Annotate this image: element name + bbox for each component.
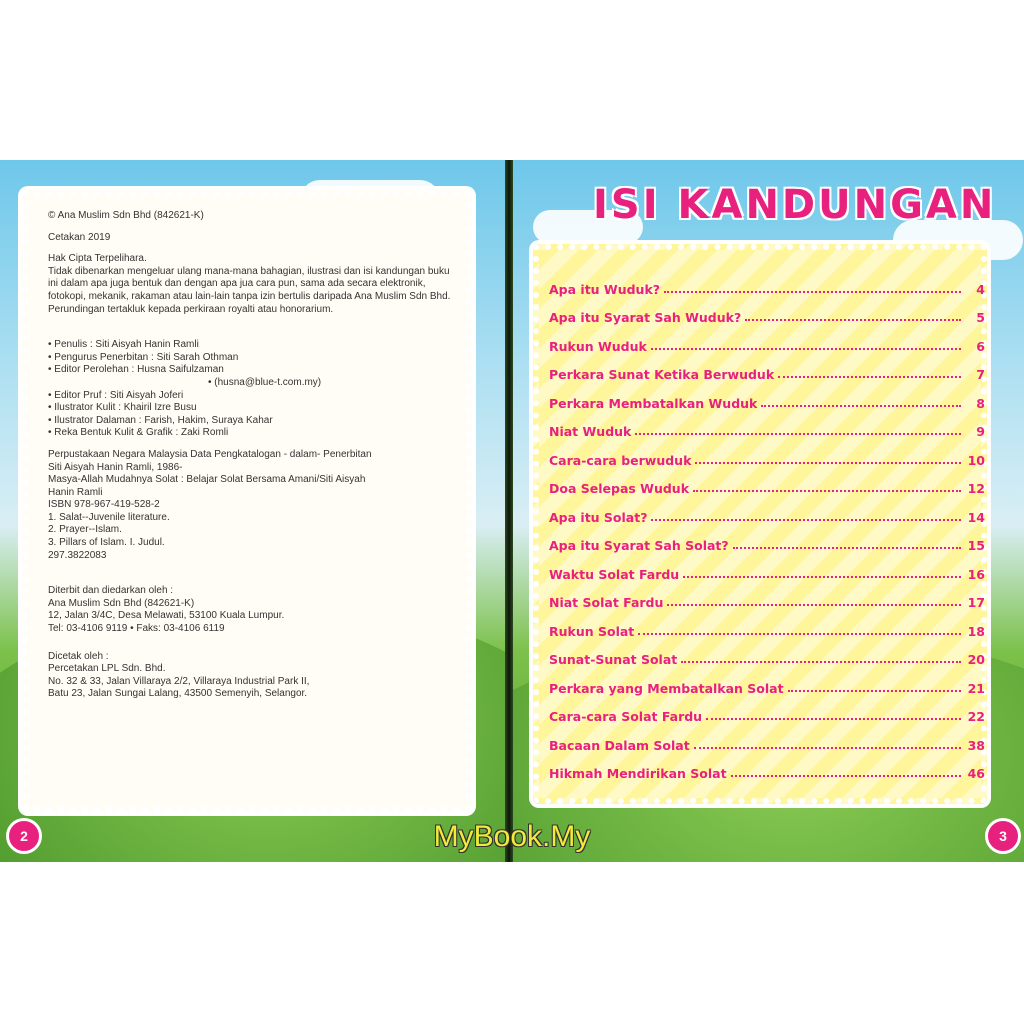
toc-entry	[549, 724, 985, 753]
toc-entry-page: 18	[967, 623, 985, 639]
toc-entry-title: Perkara yang Membatalkan Solat	[549, 680, 784, 696]
right-page	[513, 160, 1024, 862]
toc-entry-title: Cara-cara berwuduk	[549, 452, 692, 468]
publisher-line: Tel: 03-4106 9119 • Faks: 03-4106 6119	[48, 623, 225, 635]
printer-line: Batu 23, Jalan Sungai Lalang, 43500 Semenyih, Selangor.	[48, 688, 308, 700]
toc-leader-dots	[731, 775, 961, 777]
toc-entry-page: 12	[967, 481, 985, 496]
toc-entry-title: Niat Solat Fardu	[549, 595, 664, 610]
toc-entry-page: 8	[976, 395, 985, 411]
cataloguing-block	[48, 449, 458, 562]
publisher-line: Diterbit dan diedarkan oleh :	[48, 585, 174, 597]
toc-leader-dots	[695, 462, 961, 464]
printer-block	[48, 651, 458, 701]
toc-leader-dots	[694, 747, 961, 749]
catalog-line: 2. Prayer--Islam.	[48, 524, 122, 536]
edition-line: Cetakan 2019	[48, 231, 111, 243]
toc-entry	[549, 753, 985, 782]
toc-entry-title: Rukun Solat	[549, 623, 635, 639]
toc-entry-title: Doa Selepas Wuduk	[549, 481, 690, 496]
toc-entry-title: Bacaan Dalam Solat	[549, 737, 690, 753]
toc-entry	[549, 639, 985, 668]
toc-entry-title: Apa itu Syarat Sah Solat?	[549, 538, 729, 553]
toc-leader-dots	[733, 547, 961, 549]
toc-leader-dots	[667, 604, 961, 606]
catalog-line: Hanin Ramli	[48, 486, 103, 498]
toc-leader-dots	[745, 319, 961, 321]
toc-entry-page: 20	[967, 652, 985, 667]
toc-leader-dots	[638, 633, 961, 635]
toc-entry	[549, 411, 985, 440]
toc-leader-dots	[681, 661, 961, 663]
copyright-text	[48, 210, 458, 710]
toc-entry	[549, 553, 985, 582]
toc-leader-dots	[761, 405, 961, 407]
credit-item: • Penulis : Siti Aisyah Hanin Ramli	[48, 339, 458, 352]
toc-entry-title: Waktu Solat Fardu	[549, 566, 680, 582]
page-title: ISI KANDUNGAN	[593, 182, 997, 228]
watermark: MyBook.My	[433, 820, 591, 853]
credit-item: • Ilustrator Kulit : Khairil Izre Busu	[48, 402, 458, 415]
catalog-line: 1. Salat--Juvenile literature.	[48, 511, 170, 523]
credit-item: • Reka Bentuk Kulit & Grafik : Zaki Romli	[48, 427, 458, 440]
toc-leader-dots	[693, 490, 961, 492]
toc-entry	[549, 525, 985, 554]
credit-item: • Editor Perolehan : Husna Saifulzaman	[48, 364, 458, 377]
publisher-block	[48, 585, 458, 635]
toc-entry-title: Sunat-Sunat Solat	[549, 652, 678, 667]
catalog-line: 297.3822083	[48, 549, 107, 561]
toc-leader-dots	[635, 433, 961, 435]
toc-entry-page: 5	[976, 310, 985, 325]
toc-entry	[549, 382, 985, 411]
toc-entry	[549, 696, 985, 725]
toc-entry	[549, 582, 985, 611]
toc-entry	[549, 297, 985, 326]
toc-entry-title: Niat Wuduk	[549, 424, 632, 439]
toc-leader-dots	[683, 576, 961, 578]
catalog-line: Siti Aisyah Hanin Ramli, 1986-	[48, 461, 183, 473]
toc-leader-dots	[788, 690, 961, 692]
toc-entry-page: 10	[967, 452, 985, 468]
printer-line: No. 32 & 33, Jalan Villaraya 2/2, Villaraya Industrial Park II,	[48, 675, 310, 687]
toc-leader-dots	[778, 376, 961, 378]
page-number-right: 3	[985, 818, 1021, 854]
toc-entry-title: Rukun Wuduk	[549, 338, 647, 354]
toc-entry-page: 38	[967, 737, 985, 753]
toc-entry	[549, 468, 985, 497]
toc-entry-page: 15	[967, 538, 985, 553]
toc-entry	[549, 439, 985, 468]
toc-entry	[549, 268, 985, 297]
toc-entry-page: 22	[967, 709, 985, 724]
book-spread	[0, 160, 1024, 862]
toc-entry	[549, 496, 985, 525]
toc-entry	[549, 610, 985, 639]
credit-item: • Editor Pruf : Siti Aisyah Joferi	[48, 390, 458, 403]
publisher-line: Ana Muslim Sdn Bhd (842621-K)	[48, 597, 195, 609]
toc-leader-dots	[651, 519, 961, 521]
toc-entry-title: Apa itu Syarat Sah Wuduk?	[549, 310, 742, 325]
catalog-line: Masya-Allah Mudahnya Solat : Belajar Solat Bersama Amani/Siti Aisyah	[48, 474, 366, 486]
toc-entry-title: Apa itu Wuduk?	[549, 281, 661, 297]
rights-text: Tidak dibenarkan mengeluar ulang mana-mana bahagian, ilustrasi dan isi kandungan buku ini dalam apa juga bentuk dan dengan apa jua cara pun, sama ada secara elektronik, fotokopi, mekanik, rakaman atau lain-lain tanpa izin bertulis daripada Ana Muslim Sdn Bhd. Perundingan tertakluk kepada perkiraan royalti atau honorarium.	[48, 265, 451, 315]
catalog-line: Perpustakaan Negara Malaysia Data Pengkatalogan - dalam- Penerbitan	[48, 448, 372, 460]
toc-entry-page: 16	[967, 566, 985, 582]
toc-leader-dots	[651, 348, 961, 350]
table-of-contents	[549, 268, 985, 781]
toc-leader-dots	[664, 291, 961, 293]
toc-entry-title: Hikmah Mendirikan Solat	[549, 766, 727, 781]
rights-title: Hak Cipta Terpelihara.	[48, 253, 147, 265]
credit-item: • (husna@blue-t.com.my)	[48, 377, 458, 390]
toc-entry-page: 6	[976, 338, 985, 354]
toc-entry-page: 4	[976, 281, 985, 297]
toc-leader-dots	[706, 718, 961, 720]
credit-item: • Ilustrator Dalaman : Farish, Hakim, Suraya Kahar	[48, 415, 458, 428]
toc-entry-title: Perkara Membatalkan Wuduk	[549, 395, 758, 411]
publisher-line: 12, Jalan 3/4C, Desa Melawati, 53100 Kuala Lumpur.	[48, 610, 285, 622]
credit-item: • Pengurus Penerbitan : Siti Sarah Othman	[48, 352, 458, 365]
left-page	[0, 160, 505, 862]
toc-entry-page: 7	[976, 367, 985, 382]
catalog-line: 3. Pillars of Islam. I. Judul.	[48, 537, 165, 549]
toc-entry	[549, 667, 985, 696]
toc-entry	[549, 325, 985, 354]
toc-entry-page: 9	[976, 424, 985, 439]
toc-entry-title: Apa itu Solat?	[549, 509, 648, 525]
printer-line: Percetakan LPL Sdn. Bhd.	[48, 663, 166, 675]
toc-entry-page: 46	[967, 766, 985, 781]
printer-line: Dicetak oleh :	[48, 650, 109, 662]
toc-entry-page: 14	[967, 509, 985, 525]
book-gutter	[505, 160, 513, 862]
toc-entry-title: Cara-cara Solat Fardu	[549, 709, 703, 724]
page-number-left: 2	[6, 818, 42, 854]
toc-entry-page: 21	[967, 680, 985, 696]
copyright-line: © Ana Muslim Sdn Bhd (842621-K)	[48, 210, 204, 221]
toc-entry	[549, 354, 985, 383]
credits-list	[48, 339, 458, 440]
toc-entry-page: 17	[967, 595, 985, 610]
rights-block	[48, 253, 458, 316]
toc-entry-title: Perkara Sunat Ketika Berwuduk	[549, 367, 775, 382]
isbn-line: ISBN 978-967-419-528-2	[48, 499, 160, 511]
